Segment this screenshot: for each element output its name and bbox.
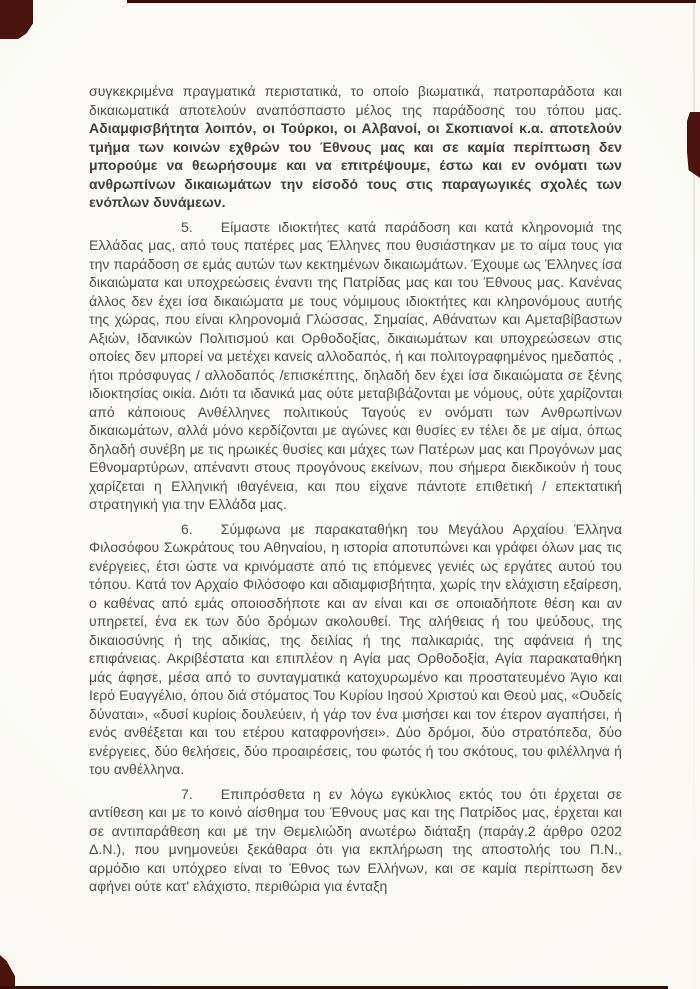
scan-artifact-right-edge [687, 112, 700, 178]
scan-artifact-bottom-left-corner [0, 955, 15, 989]
scan-artifact-top-left-corner [0, 0, 33, 39]
paragraph-number: 5. [181, 218, 193, 235]
scan-artifact-top-edge-line [127, 0, 696, 3]
paragraph-number: 7. [181, 785, 193, 802]
paragraph-number: 6. [181, 520, 193, 537]
paragraph-text: Επιπρόσθετα η εν λόγω εγκύκλιος εκτός του ότι έρχεται σε αντίθεση και με το κοινό αίσθημα του Έθνους μας και της Πατρίδος μας, έρχεται και σε αντιπαράθεση και με την Θεμελιώδη ανωτέρω διάταξη (παράγ.2 άρθρο 0202 Δ.Ν.), που μνημονεύει ξεκάθαρα ότι για εκπλήρωση της αποστολής του Π.Ν., αρμόδιο και υπόχρεο είναι το Έθνος των Ελλήνων, και σε καμία περίπτωση δεν αφήνει ούτε κατ' ελάχιστο, περιθώρια για ένταξη [89, 785, 622, 894]
paragraph-text-bold: Αδιαμφισβήτητα λοιπόν, οι Τούρκοι, οι Αλβανοί, οι Σκοπιανοί κ.α. αποτελούν τμήμα των κοινών εχθρών του Έθνους μας και σε καμία περίπτωση δεν μπορούμε να θεωρήσουμε και να επιτρέψουμε, έστω και εν ονόματι των ανθρωπίνων δικαιωμάτων την είσοδό τους στις παραγωγικές σχολές των ενόπλων δυνάμεων. [89, 120, 622, 210]
paragraph-6 [89, 520, 622, 779]
paragraph-text: Σύμφωνα με παρακαταθήκη του Μεγάλου Αρχαίου Έλληνα Φιλοσόφου Σωκράτους του Αθηναίου, η ιστορία αποτυπώνει και γράφει όλων μας τις ενέργειες, έτσι ώστε να κρινόμαστε από τις επόμενες γενιές ως εργάτες αυτού του τόπου. Κατά τον Αρχαίο Φιλόσοφο και αδιαμφισβήτητα, χωρίς την ελάχιστη εξαίρεση, ο καθένας από εμάς οποιοσδήποτε και αν είναι και σε οποιαδήποτε θέση και αν υπηρετεί, ένα εκ των δύο δρόμων ακολουθεί. Της αλήθειας ή του ψεύδους, της δικαιοσύνης ή της αδικίας, της δειλίας ή της παλικαριάς, της αφάνεια ή της επιφάνειας. Ακριβέστατα και επιπλέον η Αγία μας Ορθοδοξία, Αγία παρακαταθήκη μάς άφησε, μέσα από το συνταγματικά κατοχυρωμένο και προστατευμένο Άγιο και Ιερό Ευαγγέλιο, όπου διά στόματος Του Κυρίου Ιησού Χριστού και Θεού μας, «Ουδείς δύναται», «δυσί κυρίοις δουλεύειν, ή γάρ τον ένα μισήσει και τον έτερον αγαπήσει, ή ενός ανθέξεται και του ετέρου καταφρονήσει». Δύο δρόμοι, δύο στρατόπεδα, δύο ενέργειες, δύο θελήσεις, δύο προαιρέσεις, του φωτός ή του σκότους, του φιλέλληνα ή του ανθέλληνα. [89, 520, 622, 777]
document-body [89, 82, 622, 902]
paragraph-5 [89, 218, 622, 514]
paragraph-7 [89, 785, 622, 896]
paragraph-text: Είμαστε ιδιοκτήτες κατά παράδοση και κατά κληρονομιά της Ελλάδας μας, από τους πατέρες μας Έλληνες που θυσιάστηκαν με το αίμα τους για την παράδοση σε εμάς αυτών των κεκτημένων δικαιωμάτων. Έχουμε ως Έλληνες ίσα δικαιώματα και υποχρεώσεις έναντι της Πατρίδας μας και του Έθνους μας. Κανένας άλλος δεν έχει ίσα δικαιώματα με τους νόμιμους ιδιοκτήτες και κληρονόμους αυτής της χώρας, που είναι κληρονομιά Γλώσσας, Σημαίας, Αθάνατων και Αμεταβίβαστων Αξιών, Ιδανικών Πολιτισμού και Ορθοδοξίας, δικαιωμάτων και υποχρεώσεων στις οποίες δεν μπορεί να μετέχει κανείς αλλοδαπός, ή και πολιτογραφημένος ημεδαπός , ήτοι πρόσφυγας / αλλοδαπός /επισκέπτης, δηλαδή δεν έχει ίσα δικαιώματα σε ξένης ιδιοκτησίας οικία. Διότι τα ιδανικά μας ούτε μεταβιβάζονται με νόμους, ούτε χαρίζονται από κάποιους Ανθέλληνες πολιτικούς Ταγούς εν ονόματι των Ανθρωπίνων δικαιωμάτων, αλλά μόνο κερδίζονται με αγώνες και θυσίες εν τέλει δε με αίμα, όπως δηλαδή συνέβη με τις ηρωικές θυσίες και μάχες των Πατέρων μας και Προγόνων μας Εθνομαρτύρων, απέναντι στους προγόνους εκείνων, που σήμερα διεκδικούν ή τους χαρίζεται η Ελληνική ιθαγένεια, και που είχανε πάντοτε επιθετική / επεκτατική στρατηγική για την Ελλάδα μας. [89, 218, 622, 512]
paragraph-text: συγκεκριμένα πραγματικά περιστατικά, το οποίο βιωματικά, πατροπαράδοτα και δικαιωματικά αποτελούν αναπόσπαστο μέλος της παράδοσης του τόπου μας. [89, 83, 622, 118]
paragraph-continuation [89, 82, 622, 212]
